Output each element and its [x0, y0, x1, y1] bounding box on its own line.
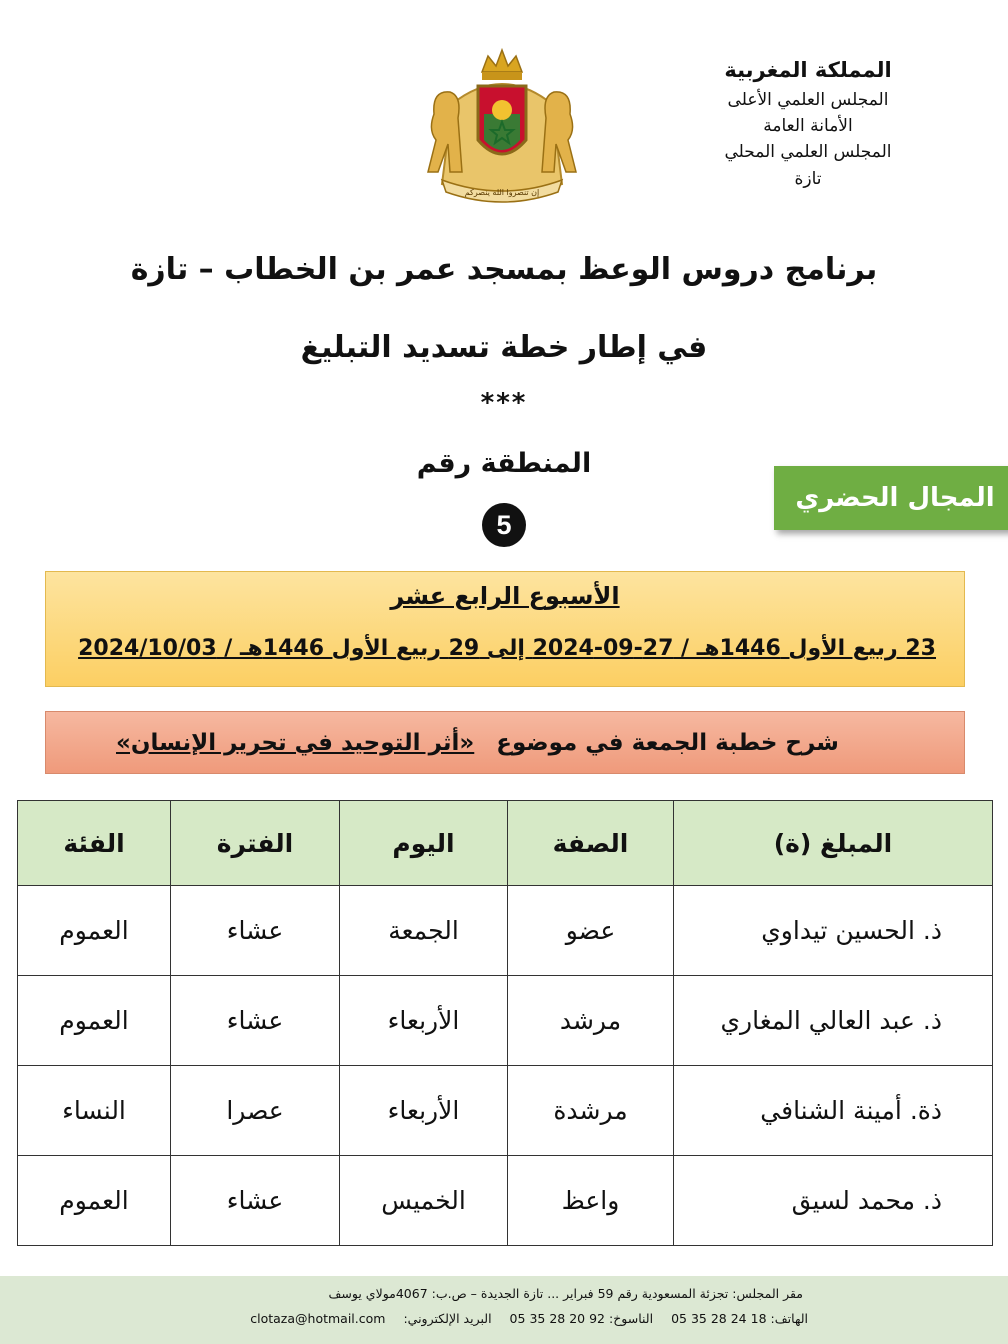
- table-row: [18, 1066, 993, 1156]
- topic-title: «أثر التوحيد في تحرير الإنسان»: [116, 729, 475, 756]
- table-row: [18, 886, 993, 976]
- topic-label: شرح خطبة الجمعة في موضوع: [496, 729, 839, 756]
- preacher-role: مرشد: [508, 976, 674, 1066]
- sermon-topic-box: [45, 711, 965, 774]
- lesson-audience: العموم: [18, 886, 171, 976]
- preacher-name: ذة. أمينة الشنافي: [674, 1066, 993, 1156]
- preacher-role: عضو: [508, 886, 674, 976]
- header-period: الفترة: [171, 801, 340, 886]
- lesson-day: الأربعاء: [340, 976, 508, 1066]
- week-dates: 23 ربيع الأول 1446هـ / 27-09-2024 إلى 29 ربيع الأول 1446هـ / 2024/10/03: [78, 636, 936, 661]
- week-title: الأسبوع الرابع عشر: [390, 582, 620, 610]
- footer-address: مقر المجلس: تجزئة المسعودية رقم 59 فبراير ... تازة الجديدة – ص.ب: 4067مولاي يوسف: [328, 1286, 803, 1301]
- separator-stars: ***: [480, 388, 528, 418]
- city-label: تازة: [794, 168, 822, 189]
- preacher-name: ذ. محمد لسيق: [674, 1156, 993, 1246]
- preacher-role: واعظ: [508, 1156, 674, 1246]
- schedule-table: [17, 800, 993, 1246]
- preacher-name: ذ. عبد العالي المغاري: [674, 976, 993, 1066]
- zone-number-badge: 5: [482, 503, 526, 547]
- lesson-day: الأربعاء: [340, 1066, 508, 1156]
- urban-domain-badge: المجال الحضري: [774, 466, 1008, 530]
- footer-fax: الناسوخ: 92 20 28 35 05: [509, 1311, 654, 1326]
- lesson-audience: العموم: [18, 976, 171, 1066]
- secretariat-label: الأمانة العامة: [763, 115, 853, 136]
- lesson-period: عشاء: [171, 976, 340, 1066]
- preacher-role: مرشدة: [508, 1066, 674, 1156]
- header-audience: الفئة: [18, 801, 171, 886]
- lesson-audience: العموم: [18, 1156, 171, 1246]
- lesson-audience: النساء: [18, 1066, 171, 1156]
- high-council-label: المجلس العلمي الأعلى: [727, 89, 889, 110]
- lesson-period: عصرا: [171, 1066, 340, 1156]
- lesson-period: عشاء: [171, 1156, 340, 1246]
- local-council-label: المجلس العلمي المحلي: [724, 142, 892, 163]
- header-preacher: المبلغ (ة): [674, 801, 993, 886]
- program-subtitle: في إطار خطة تسديد التبليغ: [300, 330, 708, 365]
- footer-contacts: [250, 1311, 808, 1326]
- lesson-day: الخميس: [340, 1156, 508, 1246]
- table-row: [18, 976, 993, 1066]
- week-info-box: [45, 571, 965, 687]
- zone-label: المنطقة رقم: [416, 448, 592, 479]
- table-row: [18, 1156, 993, 1246]
- footer-email-label: البريد الإلكتروني:: [403, 1311, 492, 1326]
- header-day: اليوم: [340, 801, 508, 886]
- lesson-period: عشاء: [171, 886, 340, 976]
- program-title: برنامج دروس الوعظ بمسجد عمر بن الخطاب – تازة: [130, 252, 878, 287]
- footer: [0, 1276, 1008, 1344]
- organization-header: [708, 54, 908, 192]
- header-role: الصفة: [508, 801, 674, 886]
- coat-of-arms-icon: [412, 44, 592, 209]
- emblem-motto: إن تنصروا الله ينصركم: [464, 188, 540, 197]
- lesson-day: الجمعة: [340, 886, 508, 976]
- preacher-name: ذ. الحسين تيداوي: [674, 886, 993, 976]
- footer-email-link[interactable]: clotaza@hotmail.com: [250, 1311, 386, 1326]
- kingdom-label: المملكة المغربية: [724, 58, 892, 82]
- table-header-row: [18, 801, 993, 886]
- footer-phone: الهاتف: 18 24 28 35 05: [671, 1311, 808, 1326]
